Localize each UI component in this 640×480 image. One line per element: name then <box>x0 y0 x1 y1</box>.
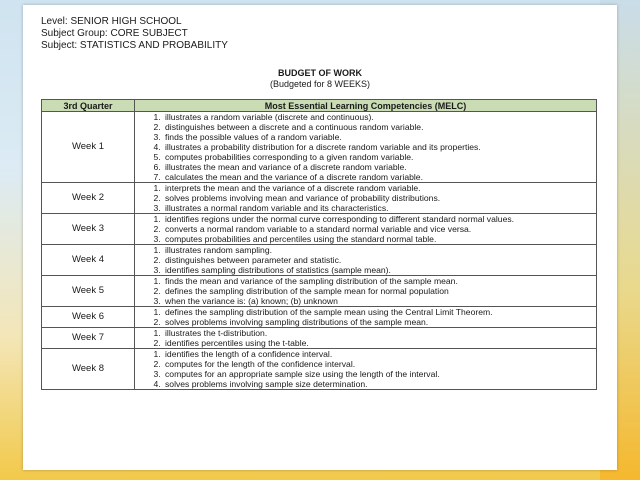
week-cell: Week 2 <box>42 183 135 214</box>
competencies-cell <box>135 328 597 349</box>
competency-list <box>135 245 596 275</box>
competency-item: 2. defines the sampling distribution of the sample mean for normal population <box>163 286 592 296</box>
competencies-cell <box>135 276 597 307</box>
competency-list <box>135 276 596 306</box>
competency-item: 4. illustrates a probability distribution for a discrete random variable and its properties. <box>163 142 592 152</box>
competency-item: 5. computes probabilities corresponding to a given random variable. <box>163 152 592 162</box>
competency-item: 2. solves problems involving mean and variance of probability distributions. <box>163 193 592 203</box>
competency-list <box>135 307 596 327</box>
title-sub: (Budgeted for 8 WEEKS) <box>269 79 371 89</box>
table-row <box>42 276 597 307</box>
competency-item: 1. identifies regions under the normal curve corresponding to different standard normal values. <box>163 214 592 224</box>
competency-item: 6. illustrates the mean and variance of a discrete random variable. <box>163 162 592 172</box>
competency-item: 3. identifies sampling distributions of statistics (sample mean). <box>163 265 592 275</box>
competency-item: 2. distinguishes between a discrete and a continuous random variable. <box>163 122 592 132</box>
competency-list <box>135 112 596 182</box>
competency-item: 7. calculates the mean and the variance of a discrete random variable. <box>163 172 592 182</box>
document-header <box>41 16 228 52</box>
week-cell: Week 8 <box>42 349 135 390</box>
competency-item: 2. identifies percentiles using the t-table. <box>163 338 592 348</box>
subject-group-line: Subject Group: CORE SUBJECT <box>41 28 188 39</box>
document-page <box>23 5 617 470</box>
table-row <box>42 245 597 276</box>
table-row <box>42 112 597 183</box>
subject-line: Subject: STATISTICS AND PROBABILITY <box>41 40 228 51</box>
competency-item: 4. solves problems involving sample size determination. <box>163 379 592 389</box>
competency-item: 1. illustrates a random variable (discrete and continuous). <box>163 112 592 122</box>
competency-item: 1. illustrates the t-distribution. <box>163 328 592 338</box>
table-header-row <box>42 100 597 112</box>
competency-item: 2. solves problems involving sampling distributions of the sample mean. <box>163 317 592 327</box>
competency-item: 3. computes probabilities and percentiles using the standard normal table. <box>163 234 592 244</box>
table-row <box>42 328 597 349</box>
week-cell: Week 3 <box>42 214 135 245</box>
melc-table <box>41 99 597 390</box>
competency-item: 1. illustrates random sampling. <box>163 245 592 255</box>
competency-item: 3. illustrates a normal random variable and its characteristics. <box>163 203 592 213</box>
competencies-cell <box>135 245 597 276</box>
table-row <box>42 349 597 390</box>
week-cell: Week 7 <box>42 328 135 349</box>
table-row <box>42 307 597 328</box>
week-cell: Week 1 <box>42 112 135 183</box>
competency-item: 3. when the variance is: (a) known; (b) unknown <box>163 296 592 306</box>
competency-item: 3. computes for an appropriate sample size using the length of the interval. <box>163 369 592 379</box>
week-cell: Week 4 <box>42 245 135 276</box>
quarter-column-header: 3rd Quarter <box>42 100 135 112</box>
competency-item: 1. defines the sampling distribution of the sample mean using the Central Limit Theorem. <box>163 307 592 317</box>
competency-list <box>135 183 596 213</box>
competency-list <box>135 214 596 244</box>
melc-column-header: Most Essential Learning Competencies (MELC) <box>135 100 597 112</box>
competencies-cell <box>135 183 597 214</box>
competency-item: 2. computes for the length of the confidence interval. <box>163 359 592 369</box>
competency-list <box>135 328 596 348</box>
level-line: Level: SENIOR HIGH SCHOOL <box>41 16 182 27</box>
title-main: BUDGET OF WORK <box>278 68 362 78</box>
competency-item: 2. distinguishes between parameter and statistic. <box>163 255 592 265</box>
table-body <box>42 112 597 390</box>
competency-item: 2. converts a normal random variable to a standard normal variable and vice versa. <box>163 224 592 234</box>
competencies-cell <box>135 214 597 245</box>
document-title <box>23 68 617 90</box>
competency-item: 3. finds the possible values of a random variable. <box>163 132 592 142</box>
competencies-cell <box>135 307 597 328</box>
competencies-cell <box>135 349 597 390</box>
table-row <box>42 214 597 245</box>
competencies-cell <box>135 112 597 183</box>
week-cell: Week 6 <box>42 307 135 328</box>
competency-item: 1. identifies the length of a confidence interval. <box>163 349 592 359</box>
table-row <box>42 183 597 214</box>
week-cell: Week 5 <box>42 276 135 307</box>
competency-item: 1. finds the mean and variance of the sampling distribution of the sample mean. <box>163 276 592 286</box>
competency-list <box>135 349 596 389</box>
competency-item: 1. interprets the mean and the variance of a discrete random variable. <box>163 183 592 193</box>
